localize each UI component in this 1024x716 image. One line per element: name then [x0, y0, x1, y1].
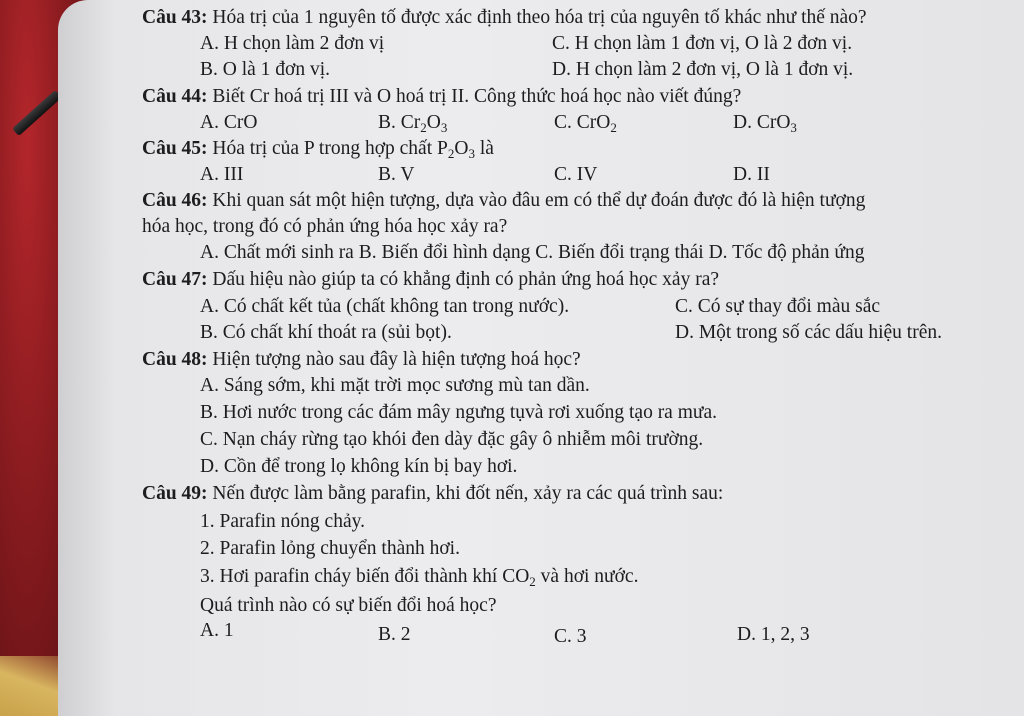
option-c: C. H chọn làm 1 đơn vị, O là 2 đơn vị. [552, 33, 853, 54]
question-number: Câu 47: [142, 269, 208, 290]
option-c: C. CrO$_2$ [554, 112, 617, 135]
option-d: D. H chọn làm 2 đơn vị, O là 1 đơn vị. [552, 59, 854, 80]
question-number: Câu 45: [142, 138, 208, 159]
q46-options: A. Chất mới sinh ra B. Biến đổi hình dạng C. Biến đổi trạng thái D. Tốc độ phản ứng [200, 242, 865, 263]
question-number: Câu 44: [142, 86, 208, 107]
option-d: D. CrO$_3$ [733, 112, 797, 135]
question-number: Câu 49: [142, 483, 208, 504]
question-46 [142, 189, 865, 213]
q49-process-2: 2. Parafin lỏng chuyển thành hơi. [200, 538, 460, 559]
question-47 [142, 268, 719, 292]
question-text: Hóa trị của 1 nguyên tố được xác định theo hóa trị của nguyên tố khác như thế nào? [207, 7, 867, 28]
question-number: Câu 46: [142, 190, 208, 211]
q48-option-d: D. Cồn để trong lọ không kín bị bay hơi. [200, 456, 518, 477]
option-d: D. II [733, 164, 770, 185]
option-a: A. III [200, 164, 244, 185]
q48-option-b: B. Hơi nước trong các đám mây ngưng tụvà rơi xuống tạo ra mưa. [200, 402, 717, 423]
question-text: Dấu hiệu nào giúp ta có khẳng định có phản ứng hoá học xảy ra? [207, 269, 720, 290]
question-45: Câu 45: Hóa trị của P trong hợp chất $P_2O_3$ là [142, 138, 494, 161]
question-48 [142, 348, 581, 372]
option-b: B. 2 [378, 624, 411, 645]
option-a: A. 1 [200, 620, 234, 641]
question-49 [142, 482, 723, 506]
question-text: Khi quan sát một hiện tượng, dựa vào đâu em có thể dự đoán được đó là hiện tượng [207, 190, 866, 211]
question-text: Biết Cr hoá trị III và O hoá trị II. Công thức hoá học nào viết đúng? [207, 86, 742, 107]
option-d: D. Một trong số các dấu hiệu trên. [675, 322, 942, 343]
question-text: Hóa trị của P trong hợp chất P [207, 138, 448, 159]
option-c: C. Có sự thay đổi màu sắc [675, 296, 881, 317]
option-a: A. H chọn làm 2 đơn vị [200, 33, 385, 54]
question-text: Hiện tượng nào sau đây là hiện tượng hoá học? [207, 349, 581, 370]
q49-process-3: 3. Hơi parafin cháy biến đổi thành khí $CO_2$ và hơi nước. [200, 566, 639, 589]
question-43 [142, 6, 867, 30]
question-number: Câu 43: [142, 7, 208, 28]
option-a: A. Có chất kết tủa (chất không tan trong nước). [200, 296, 570, 317]
question-number: Câu 48: [142, 349, 208, 370]
option-b: B. V [378, 164, 415, 185]
option-c: C. IV [554, 164, 598, 185]
question-text: Nến được làm bằng parafin, khi đốt nến, xảy ra các quá trình sau: [207, 483, 724, 504]
option-b: B. Có chất khí thoát ra (sủi bọt). [200, 322, 452, 343]
q48-option-c: C. Nạn cháy rừng tạo khói đen dày đặc gây ô nhiễm môi trường. [200, 429, 704, 450]
q49-process-1: 1. Parafin nóng chảy. [200, 511, 365, 532]
q49-question: Quá trình nào có sự biến đổi hoá học? [200, 595, 497, 616]
question-46-text-cont: hóa học, trong đó có phản ứng hóa học xảy ra? [142, 216, 508, 237]
question-44 [142, 85, 741, 109]
option-a: A. CrO [200, 112, 258, 133]
q48-option-a: A. Sáng sớm, khi mặt trời mọc sương mù tan dần. [200, 375, 590, 396]
option-c: C. 3 [554, 626, 587, 647]
option-d: D. 1, 2, 3 [737, 624, 810, 645]
option-b: B. O là 1 đơn vị. [200, 59, 331, 80]
option-b: B. $Cr_2O_3$ [378, 112, 448, 135]
